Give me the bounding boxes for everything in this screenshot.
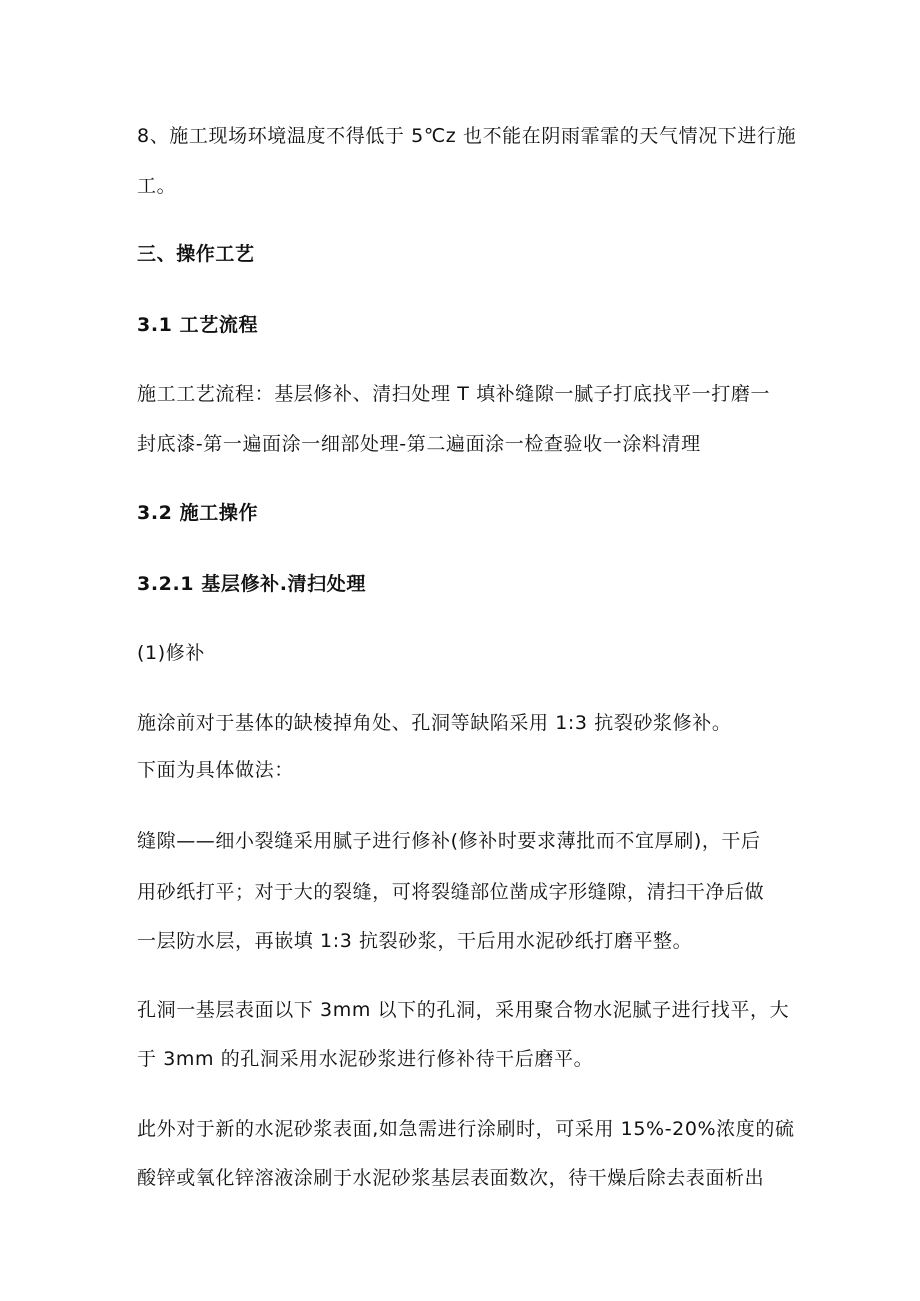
holes-paragraph-line-2: 于 3mm 的孔洞采用水泥砂浆进行修补待干后磨平。 — [137, 1048, 594, 1070]
process-flow-line-2: 封底漆-第一遍面涂一细部处理-第二遍面涂一检查验收一涂料清理 — [137, 433, 701, 455]
repair-paragraph-line-1: 施涂前对于基体的缺棱掉角处、孔洞等缺陷采用 1:3 抗裂砂浆修补。 — [137, 712, 732, 734]
subsection-3-2-heading: 3.2 施工操作 — [137, 502, 259, 524]
section-3-heading: 三、操作工艺 — [137, 243, 255, 265]
subsection-3-1-heading: 3.1 工艺流程 — [137, 314, 259, 336]
item8-line-1: 8、施工现场环境温度不得低于 5℃z 也不能在阴雨霏霏的天气情况下进行施 — [137, 125, 797, 147]
cracks-paragraph-line-2: 用砂纸打平；对于大的裂缝，可将裂缝部位凿成字形缝隙，清扫干净后做 — [137, 881, 765, 903]
subsection-3-2-1-heading: 3.2.1 基层修补.清扫处理 — [137, 573, 366, 595]
process-flow-line-1: 施工工艺流程：基层修补、清扫处理 T 填补缝隙一腻子打底找平一打磨一 — [137, 383, 771, 405]
repair-label: (1)修补 — [137, 642, 205, 664]
new-mortar-paragraph-line-1: 此外对于新的水泥砂浆表面,如急需进行涂刷时，可采用 15%-20%浓度的硫 — [137, 1118, 795, 1140]
cracks-paragraph-line-3: 一层防水层，再嵌填 1:3 抗裂砂浆，干后用水泥砂纸打磨平整。 — [137, 930, 693, 952]
item8-line-2: 工。 — [137, 175, 177, 197]
new-mortar-paragraph-line-2: 酸锌或氧化锌溶液涂刷于水泥砂浆基层表面数次，待干燥后除去表面析出 — [137, 1167, 765, 1189]
cracks-paragraph-line-1: 缝隙——细小裂缝采用腻子进行修补(修补时要求薄批而不宜厚刷)，干后 — [137, 830, 761, 852]
holes-paragraph-line-1: 孔洞一基层表面以下 3mm 以下的孔洞，采用聚合物水泥腻子进行找平，大 — [137, 999, 790, 1021]
repair-paragraph-line-2: 下面为具体做法： — [137, 759, 294, 781]
